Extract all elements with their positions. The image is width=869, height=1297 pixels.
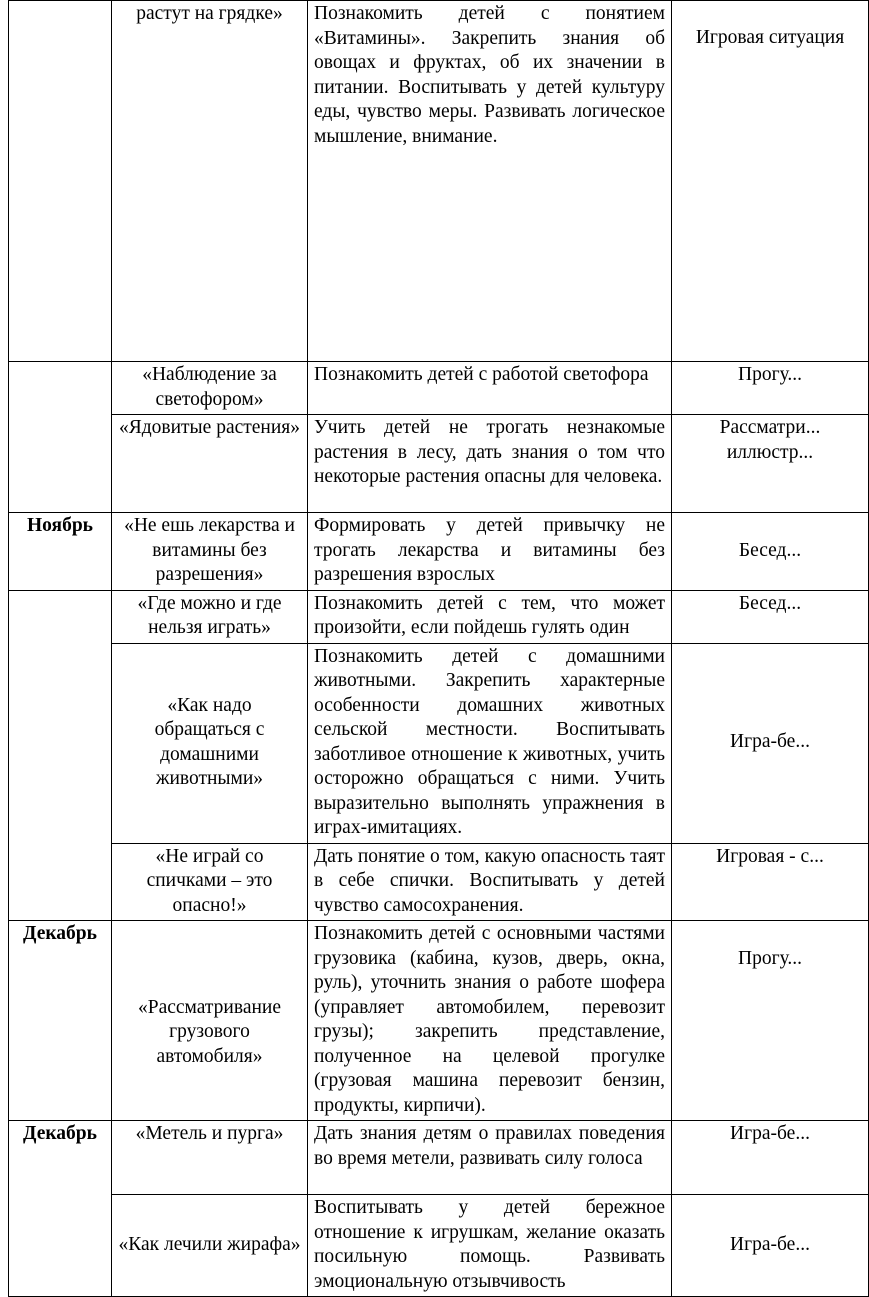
topic-cell: «Как надо обращаться с домашними животными» xyxy=(112,643,308,843)
form-cell: Прогу... xyxy=(672,921,869,1121)
topic-cell: «Где можно и где нельзя играть» xyxy=(112,590,308,643)
goal-cell: Дать понятие о том, какую опасность таят в себе спички. Воспитывать у детей чувство самосохранения. xyxy=(308,843,672,921)
form-cell: Прогу... xyxy=(672,362,869,415)
goal-cell: Познакомить детей с тем, что может произойти, если пойдешь гулять один xyxy=(308,590,672,643)
table-row xyxy=(9,1121,869,1195)
table-row xyxy=(9,843,869,921)
form-cell: Игра-бе... xyxy=(672,1195,869,1297)
month-cell: Декабрь xyxy=(9,1121,112,1195)
table-row xyxy=(9,1195,869,1297)
lesson-plan-table xyxy=(8,0,869,1297)
goal-cell: Познакомить детей с основными частями грузовика (кабина, кузов, дверь, окна, руль), уточнить знания о работе шофера (управляет автомобилем, перевозит грузы); закрепить представление, полученное на целевой прогулке (грузовая машина перевозит бензин, продукты, кирпичи). xyxy=(308,921,672,1121)
topic-cell: «Наблюдение за светофором» xyxy=(112,362,308,415)
form-text: Игровая ситуация xyxy=(695,27,845,48)
table-row xyxy=(9,921,869,1121)
month-cell xyxy=(9,362,112,415)
month-cell: Ноябрь xyxy=(9,513,112,591)
month-cell xyxy=(9,843,112,921)
month-cell xyxy=(9,1,112,362)
goal-cell: Познакомить детей с работой светофора xyxy=(308,362,672,415)
goal-cell: Дать знания детям о правилах поведения во время метели, развивать силу голоса xyxy=(308,1121,672,1195)
topic-cell: «Ядовитые растения» xyxy=(112,415,308,513)
form-cell: Бесед... xyxy=(672,590,869,643)
table-row xyxy=(9,643,869,843)
month-cell xyxy=(9,1195,112,1297)
topic-cell: растут на грядке» xyxy=(112,1,308,362)
form-cell: Бесед... xyxy=(672,513,869,591)
topic-cell: «Не играй со спичками – это опасно!» xyxy=(112,843,308,921)
topic-cell: «Метель и пурга» xyxy=(112,1121,308,1195)
month-cell xyxy=(9,643,112,843)
goal-cell: Познакомить детей с понятием «Витамины». Закрепить знания об овощах и фруктах, об их значении в питании. Воспитывать у детей культуру еды, чувство меры. Развивать логическое мышление, внимание. xyxy=(308,1,672,362)
month-cell xyxy=(9,415,112,513)
form-cell: Игра-бе... xyxy=(672,1121,869,1195)
goal-cell: Формировать у детей привычку не трогать лекарства и витамины без разрешения взрослых xyxy=(308,513,672,591)
month-cell: Декабрь xyxy=(9,921,112,1121)
topic-cell: «Как лечили жирафа» xyxy=(112,1195,308,1297)
table-row xyxy=(9,513,869,591)
table-row xyxy=(9,1,869,362)
table-row xyxy=(9,415,869,513)
topic-cell: «Не ешь лекарства и витамины без разрешения» xyxy=(112,513,308,591)
form-cell: Рассматри... иллюстр... xyxy=(672,415,869,513)
form-cell xyxy=(672,1,869,362)
topic-cell: «Рассматривание грузового автомобиля» xyxy=(112,921,308,1121)
table-row xyxy=(9,590,869,643)
month-cell xyxy=(9,590,112,643)
goal-cell: Учить детей не трогать незнакомые растения в лесу, дать знания о том что некоторые растения опасны для человека. xyxy=(308,415,672,513)
form-cell: Игровая - с... xyxy=(672,843,869,921)
table-row xyxy=(9,362,869,415)
form-cell: Игра-бе... xyxy=(672,643,869,843)
goal-cell: Познакомить детей с домашними животными. Закрепить характерные особенности домашних животных сельской местности. Воспитывать заботливое отношение к животных, учить осторожно обращаться с ними. Учить выразительно выполнять упражнения в играх-имитациях. xyxy=(308,643,672,843)
goal-cell: Воспитывать у детей бережное отношение к игрушкам, желание оказать посильную помощь. Развивать эмоциональную отзывчивость xyxy=(308,1195,672,1297)
